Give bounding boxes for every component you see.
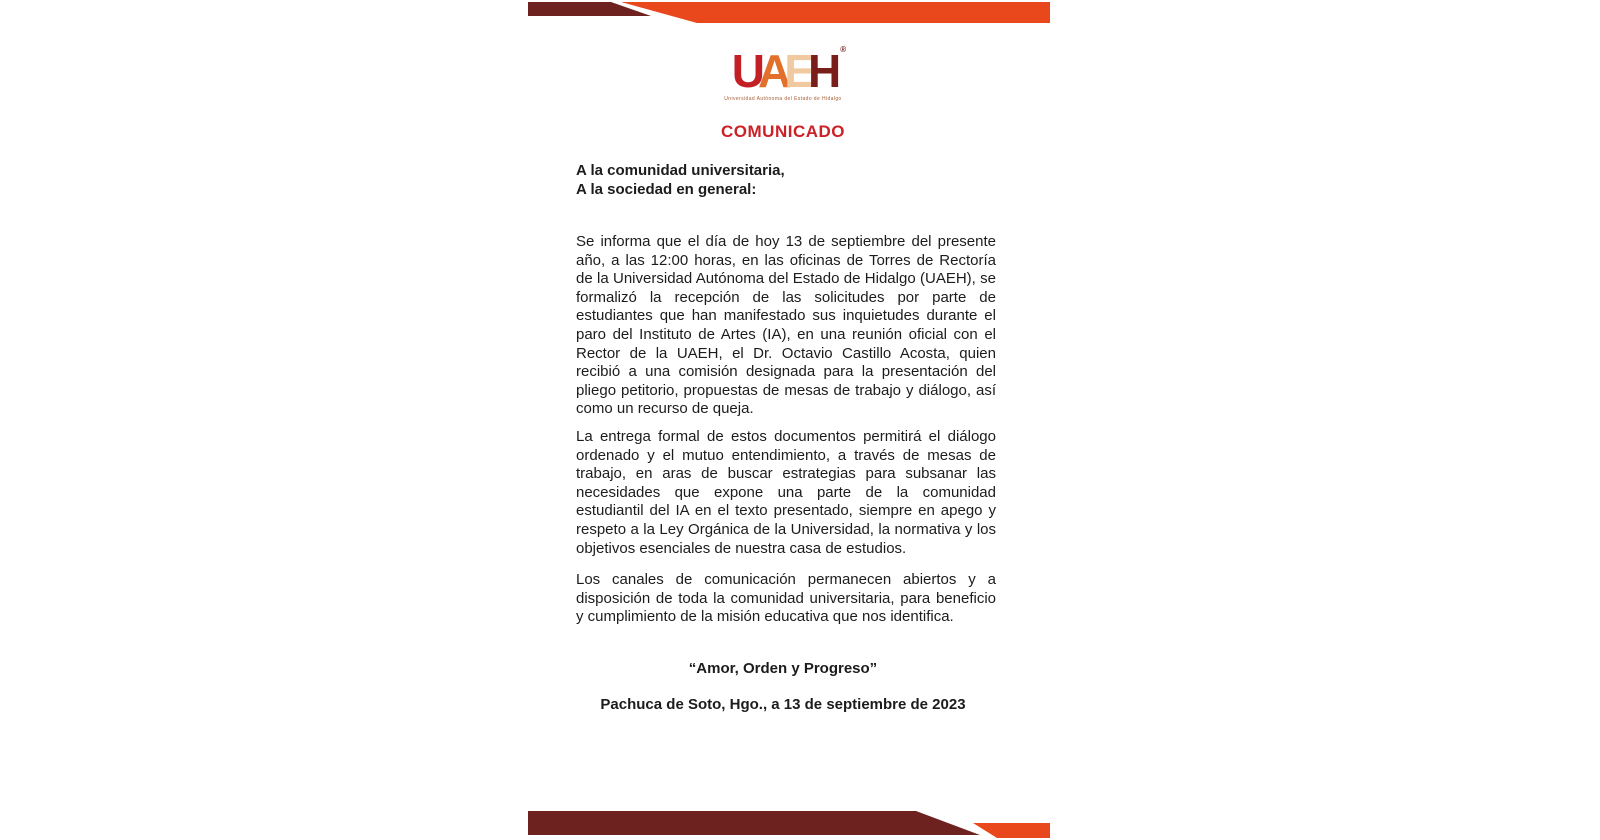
logo-letter-a: A bbox=[758, 45, 785, 97]
registered-trademark-mark: ® bbox=[840, 45, 847, 54]
body-paragraph-3: Los canales de comunicación permanecen abiertos y a disposición de toda la comunidad universitaria, para beneficio y cumplimiento de la misión educativa que nos identifica. bbox=[576, 571, 996, 626]
logo-tagline: Universidad Autónoma del Estado de Hidalgo bbox=[724, 96, 842, 102]
document-title: COMUNICADO bbox=[721, 122, 845, 141]
logo-letter-u: U bbox=[731, 45, 759, 97]
salutation-line-1: A la comunidad universitaria, bbox=[576, 162, 785, 179]
body-paragraph-1: Se informa que el día de hoy 13 de septiembre del presente año, a las 12:00 horas, en las oficinas de Torres de Rectoría de la Universidad Autónoma del Estado de Hidalgo (UAEH), se formalizó la recepción de las solicitudes por parte de estudiantes que han manifestado sus inquietudes durante el paro del Instituto de Artes (IA), en una reunión oficial con el Rector de la UAEH, el Dr. Octavio Castillo Acosta, quien recibió a una comisión designada para la presentación del pliego petitorio, propuestas de mesas de trabajo y diálogo, así como un recurso de queja. bbox=[576, 233, 996, 418]
salutation bbox=[576, 161, 996, 199]
logo-letter-e: E bbox=[784, 45, 808, 97]
footer-bar-maroon bbox=[516, 808, 1050, 840]
header-decoration bbox=[516, 0, 1050, 26]
salutation-line-2: A la sociedad en general: bbox=[576, 181, 757, 198]
document-page bbox=[516, 0, 1050, 840]
body-paragraph-2: La entrega formal de estos documentos permitirá el diálogo ordenado y el mutuo entendimiento, a través de mesas de trabajo, en aras de buscar estrategias para subsanar las necesidades que expone una parte de la comunidad estudiantil del IA en el texto presentado, siempre en apego y respeto a la Ley Orgánica de la Universidad, la normativa y los objetivos esenciales de nuestra casa de estudios. bbox=[576, 428, 996, 557]
uaeh-logo-letters bbox=[731, 45, 847, 97]
uaeh-logo bbox=[516, 45, 1050, 102]
motto: “Amor, Orden y Progreso” bbox=[688, 660, 878, 677]
logo-letter-h: H bbox=[807, 45, 835, 97]
dateline: Pachuca de Soto, Hgo., a 13 de septiembre de 2023 bbox=[600, 696, 966, 713]
footer-decoration bbox=[516, 808, 1050, 840]
